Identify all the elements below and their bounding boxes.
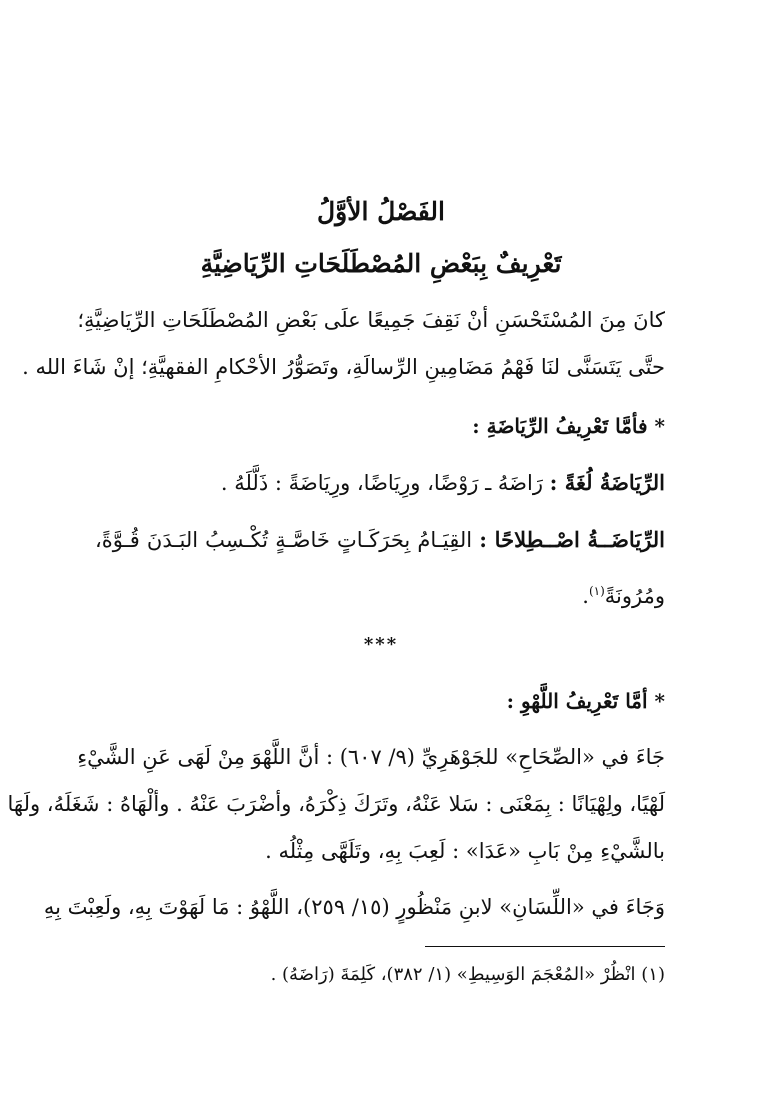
intro-line-2: حتَّى يَتَسَنَّى لنَا فَهْمُ مَضَامِينِ الرِّسالَةِ، وتَصَوُّرُ الأحْكامِ الفقهيَّةِ؛ إنْ شَاءَ الله . (22, 355, 665, 379)
play-line-1: جَاءَ في «الصِّحَاحِ» للجَوْهَرِيِّ (٩/ ٦٠٧) : أنَّ اللَّهْوَ مِنْ لَهَى عَنِ الشَّيْءِ (77, 745, 665, 769)
play-line-4: وَجَاءَ في «اللِّسَانِ» لابنِ مَنْظُورٍ (١٥/ ٢٥٩)، اللَّهْوُ : مَا لَهَوْتَ بِهِ، ولَعِبْتَ بِهِ (43, 895, 665, 919)
sport-lang-label: الرِّيَاضَةُ لُغَةً : (549, 470, 665, 495)
sport-heading: * فأمَّا تَعْرِيفُ الرِّيَاضَةِ : (472, 414, 665, 438)
sport-term-text-cont: ومُرُونَةً (604, 584, 665, 608)
sport-term-label: الرِّيَاضَــةُ اصْــطِلاحًا : (479, 527, 665, 552)
sport-term-definition (95, 523, 665, 557)
chapter-title: الفَصْلُ الأوَّلُ (317, 197, 445, 226)
sport-lang-definition (95, 466, 665, 500)
intro-line-1: كانَ مِنَ المُسْتَحْسَنِ أنْ نَقِفَ جَمِيعًا علَى بَعْضِ المُصْطَلَحَاتِ الرِّيَاضِيَّةِ؛ (77, 308, 665, 332)
sport-term-continuation (95, 574, 665, 613)
chapter-subtitle: تَعْرِيفٌ بِبَعْضِ المُصْطَلَحَاتِ الرِّيَاضِيَّةِ (200, 249, 562, 278)
footnote-text: (١) انْظُرْ «المُعْجَمَ الوَسِيطِ» (١/ ٣٨٢)، كَلِمَةَ (رَاضَهُ) . (270, 964, 665, 985)
footnote-divider (425, 946, 665, 947)
period: . (582, 584, 589, 608)
play-line-2: لَهْيًا، ولِهْيَانًا : بِمَعْنَى : سَلا عَنْهُ، وتَرَكَ ذِكْرَهُ، وأضْرَبَ عَنْهُ . وألْهَاهُ : شَغَلَهُ، ولَهَا (7, 792, 665, 816)
sport-term-text: القِيَـامُ بِحَرَكَـاتٍ خَاصَّـةٍ تُكْـسِبُ البَـدَنَ قُـوَّةً، (95, 528, 473, 552)
sport-lang-text: رَاضَهُ ـ رَوْضًا، ورِيَاضًا، ورِيَاضَةً : ذَلَّلَهُ . (220, 471, 543, 495)
footnote-reference: (١) (588, 584, 605, 598)
section-separator: *** (363, 634, 399, 655)
play-line-3: بالشَّيْءِ مِنْ بَابِ «عَدَا» : لَعِبَ بِهِ، وتَلَهَّى مِثْلُه . (265, 839, 665, 863)
play-heading: * أمَّا تَعْرِيفُ اللَّهْوِ : (506, 689, 665, 713)
